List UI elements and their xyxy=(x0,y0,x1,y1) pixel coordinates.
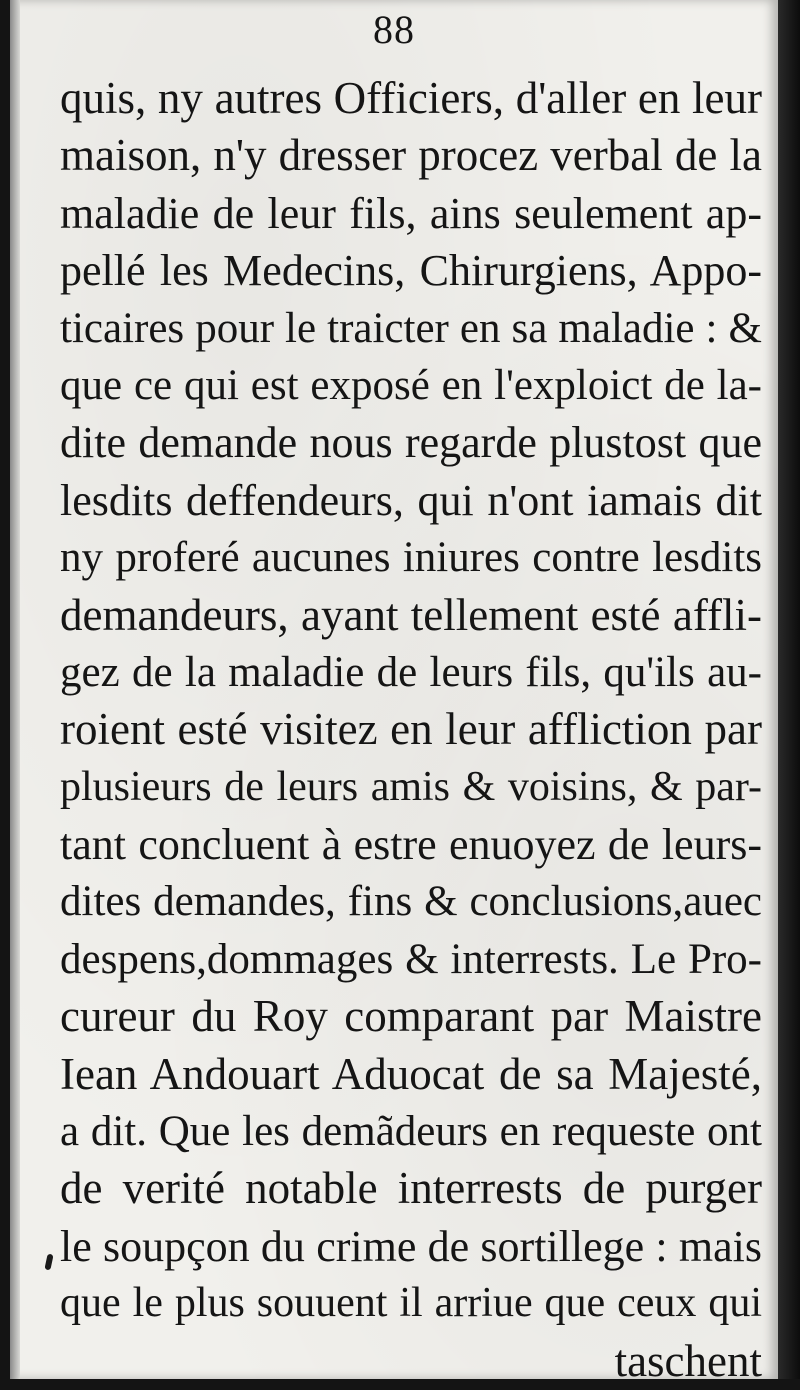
text-line: ny proferé aucunes iniures contre lesdits xyxy=(60,534,762,582)
page-right-edge xyxy=(778,0,800,1379)
ink-mark xyxy=(44,1254,53,1271)
text-line: maladie de leur fils, ains seulement ap- xyxy=(60,188,762,238)
text-line: dite demande nous regarde plustost que xyxy=(60,418,762,468)
text-line: lesdits deffendeurs, qui n'ont iamais dit xyxy=(60,475,762,525)
text-line: tant concluent à estre enuoyez de leurs- xyxy=(60,820,762,870)
text-line: maison, n'y dresser procez verbal de la xyxy=(60,130,762,181)
text-line: de verité notable interrests de purger xyxy=(60,1163,762,1214)
text-line: demandeurs, ayant tellement esté affli- xyxy=(60,589,762,640)
text-line: a dit. Que les demãdeurs en requeste ont xyxy=(60,1108,762,1156)
page-number: 88 xyxy=(373,7,415,52)
text-line: cureur du Roy comparant par Maistre xyxy=(60,991,762,1042)
body-text xyxy=(60,70,762,1390)
text-line: despens,dommages & interrests. Le Pro- xyxy=(60,935,762,983)
text-line: roient esté visitez en leur affliction par xyxy=(60,704,762,755)
catchword: taschent xyxy=(614,1335,762,1386)
text-line: dites demandes, fins & conclusions,auec xyxy=(60,878,762,926)
text-line: ticaires pour le traicter en sa maladie : & xyxy=(60,304,762,352)
book-page xyxy=(10,0,778,1386)
text-line: le soupçon du crime de sortillege : mais xyxy=(60,1221,762,1271)
text-line: que le plus souuent il arriue que ceux qui xyxy=(60,1280,762,1327)
text-line: plusieurs de leurs amis & voisins, & par- xyxy=(60,763,762,810)
text-line: quis, ny autres Officiers, d'aller en leur xyxy=(60,73,762,123)
page-left-shadow xyxy=(10,0,20,1379)
text-line: Iean Andouart Aduocat de sa Majesté, xyxy=(60,1048,762,1099)
text-line: pellé les Medecins, Chirurgiens, Appo- xyxy=(60,246,762,296)
text-line: gez de la maladie de leurs fils, qu'ils au- xyxy=(60,648,762,696)
text-line: que ce qui est exposé en l'exploict de la- xyxy=(60,361,762,409)
